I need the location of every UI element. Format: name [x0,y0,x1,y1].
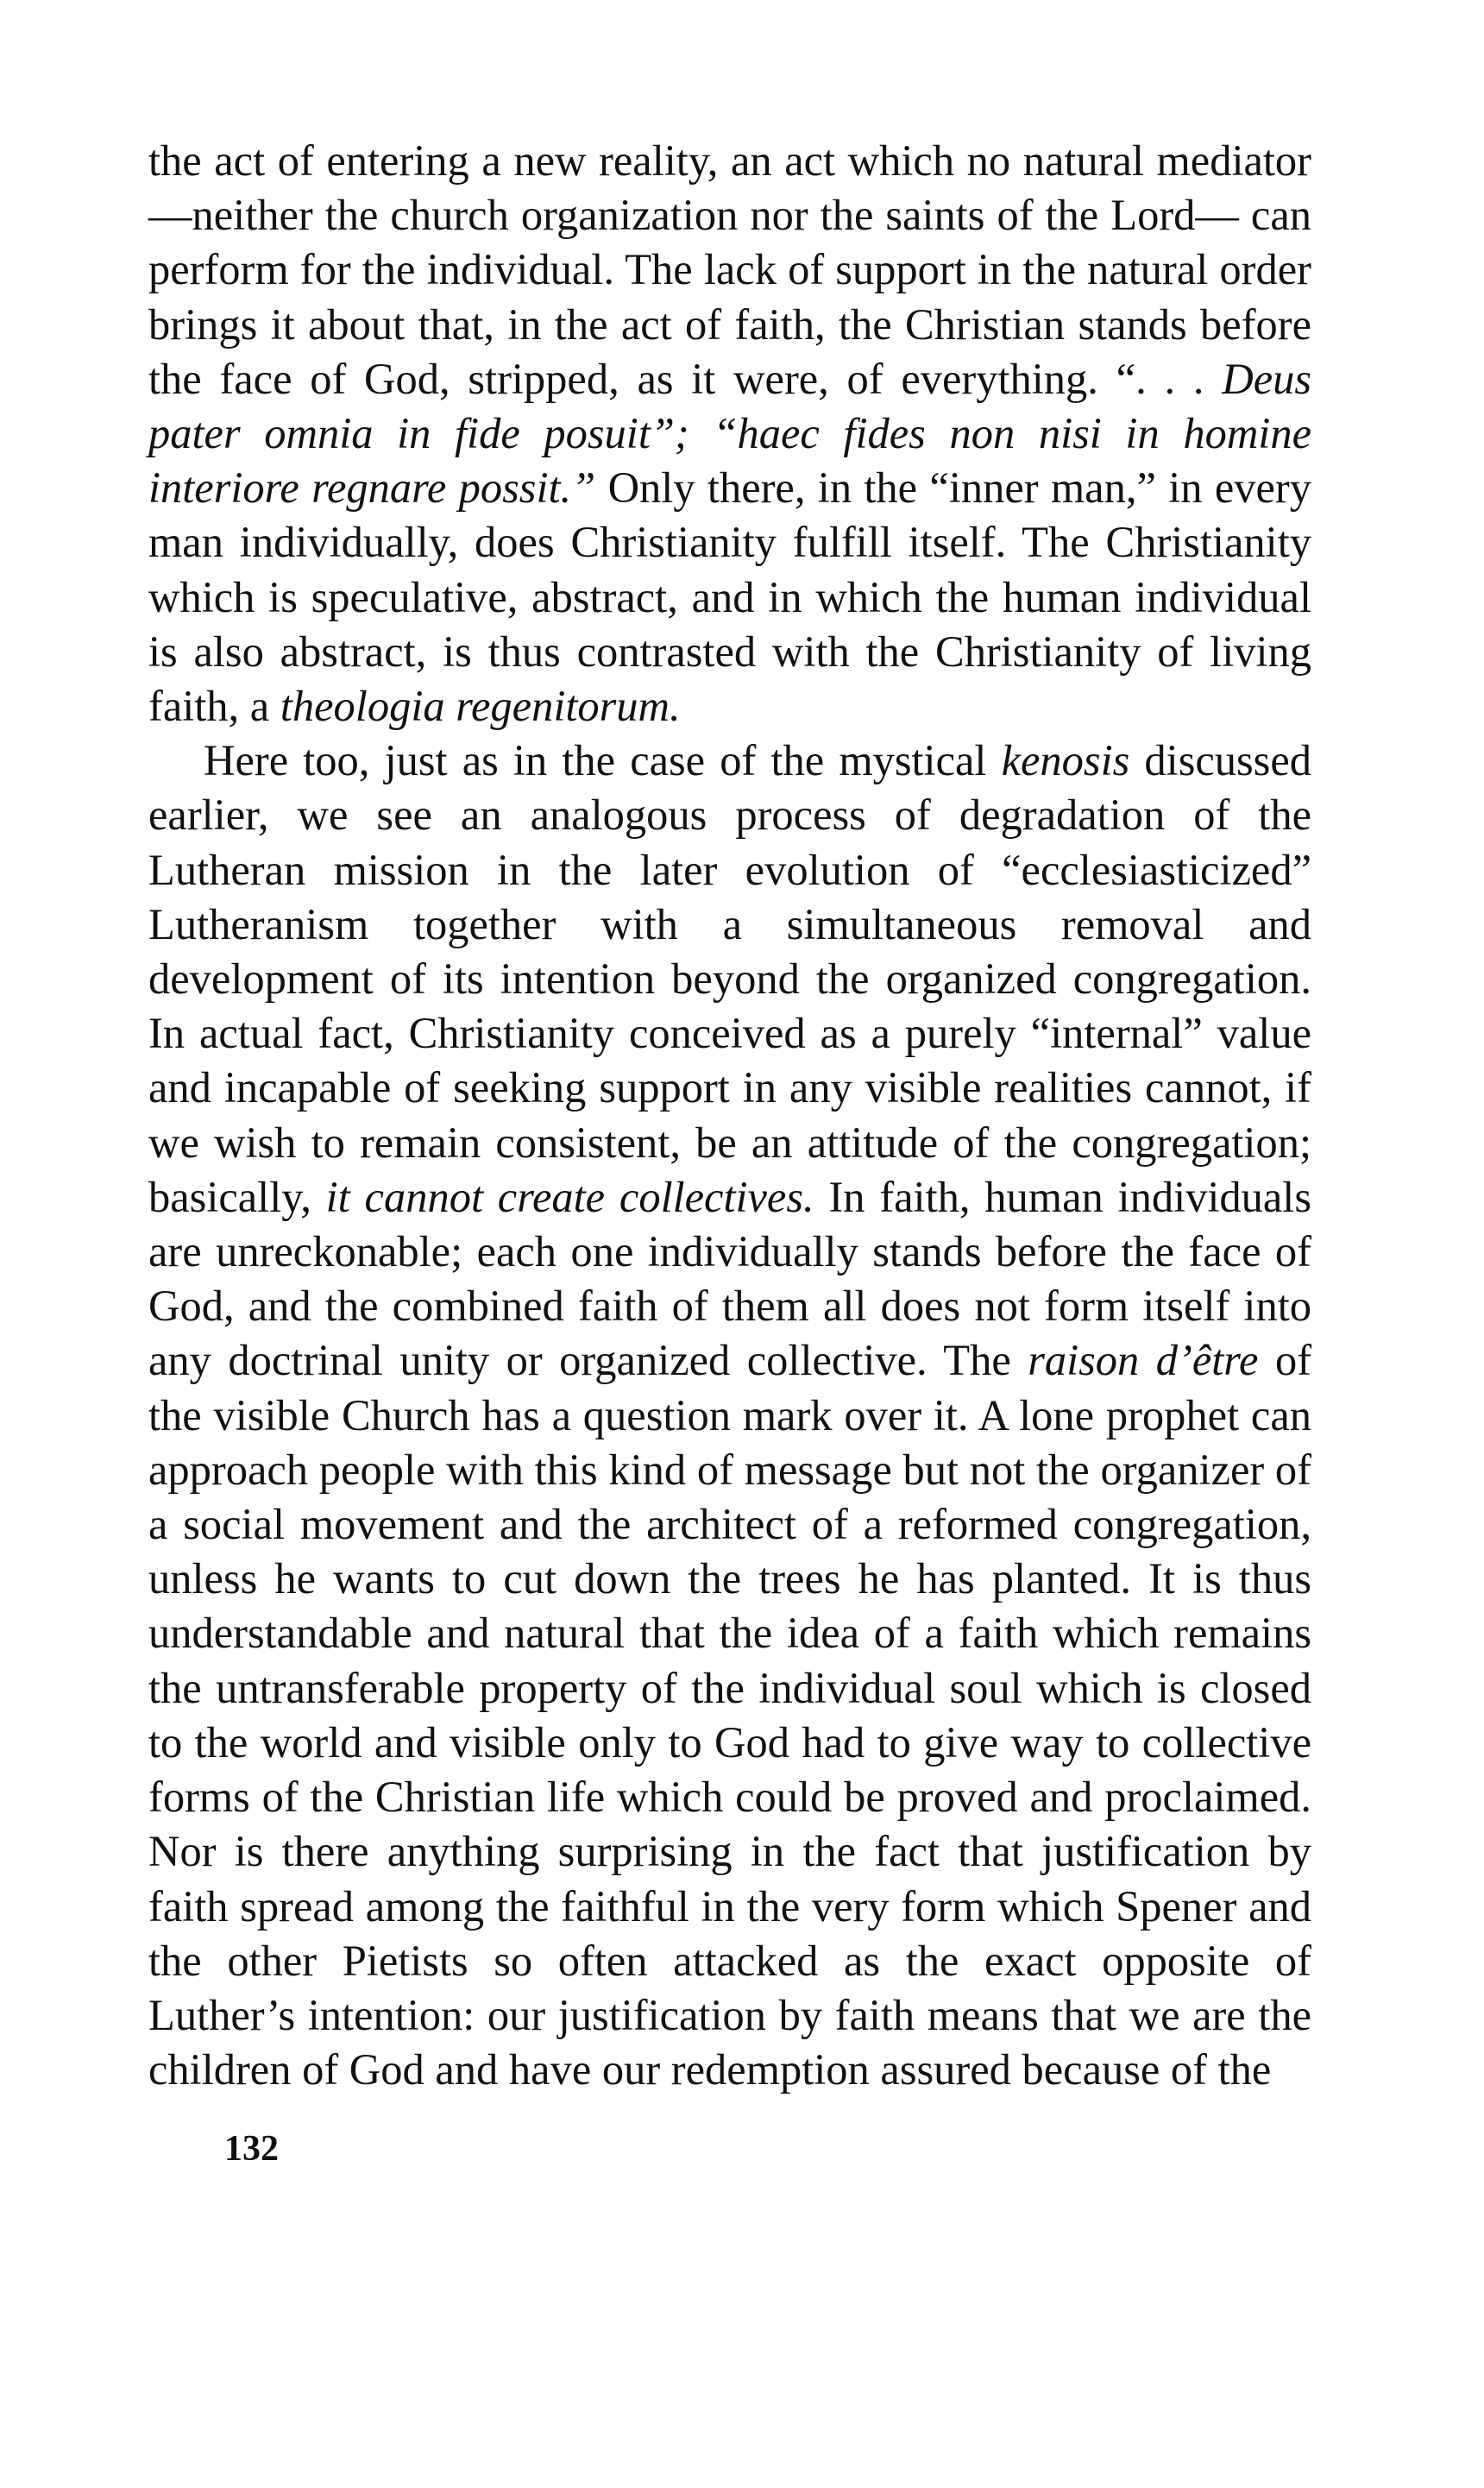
body-text [148,134,1311,2097]
paragraph-2-text-d: of the visible Church has a question mark over it. A lone prophet can approach people with this kind of message but not the organizer of a social movement and the architect of a reformed congregation, unless he wants to cut down the trees he has planted. It is thus understandable and natural that the idea of a faith which remains the untransferable property of the individual soul which is closed to the world and visible only to God had to give way to collective forms of the Christian life which could be proved and proclaimed. Nor is there anything surprising in the fact that justification by faith spread among the faithful in the very form which Spener and the other Pietists so often attacked as the exact opposite of Luther’s intention: our justification by faith means that we are the children of God and have our redemption assured because of the [148,1336,1312,2094]
paragraph-2-text-b: discussed earlier, we see an analogous process of degradation of the Lutheran mission in the later evolution of “ecclesiasticized” Lutheranism together with a simultaneous removal and development of its intention beyond the organized congregation. In actual fact, Christianity conceived as a purely “internal” value and incapable of seeking support in any visible realities cannot, if we wish to remain consistent, be an attitude of the congregation; basically, [148,736,1311,1221]
paragraph-1 [148,134,1311,734]
paragraph-2-kenosis: kenosis [1001,736,1130,785]
paragraph-1-text-a: the act of entering a new reality, an act which no natural mediator —neither the church organization nor the saints of the Lord— can perform for the individual. The lack of support in the natural order brings it about that, in the act of faith, the Christian stands before the face of God, stripped, as it were, of everything. “. . . [148,136,1311,403]
paragraph-2-text-a: Here too, just as in the case of the mystical [204,736,987,785]
page-number: 132 [224,2129,279,2169]
paragraph-2-raison-detre: raison d’être [1028,1336,1259,1385]
paragraph-2-text-c: In faith, human individuals are unreckonable; each one individually stands before the face of God, and the combined faith of them all does not form itself into any doctrinal unity or organized collective. The [148,1172,1311,1385]
paragraph-1-latin-quote: Deus pater omnia in fide posuit”; “haec fides non nisi in homine interiore regnare possit.” [148,354,1312,513]
paragraph-2-collectives: it cannot create collectives. [325,1172,814,1221]
paragraph-1-theologia: theologia regenitorum. [280,682,681,731]
paragraph-1-text-b: Only there, in the “inner man,” in every man individually, does Christianity fulfill itself. The Christianity which is speculative, abstract, and in which the human individual is also abstract, is thus contrasted with the Christianity of living faith, a [148,463,1311,731]
paragraph-2 [148,734,1311,2097]
